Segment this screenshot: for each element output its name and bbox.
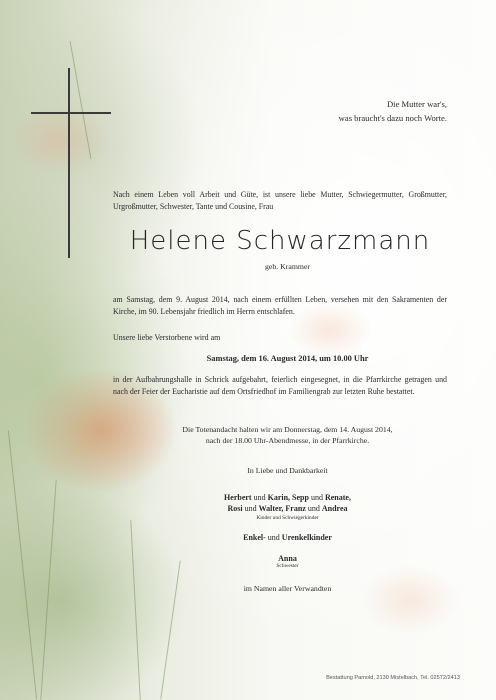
child-name: Herbert	[224, 493, 252, 502]
child-name: Rosi	[227, 504, 243, 513]
sister-caption: Schwester	[276, 563, 299, 569]
quote-line-2: was braucht's dazu noch Worte.	[338, 113, 447, 123]
laid-out-intro: Unsere liebe Verstorbene wird am	[113, 333, 221, 342]
children-line-2	[120, 503, 455, 514]
funeral-home-footer: Bestattung Pamold, 2130 Mistelbach, Tel. 02572/2413	[326, 675, 460, 681]
quote-line-1: Die Mutter war's,	[386, 99, 447, 109]
child-name: Sepp	[292, 493, 309, 502]
vigil-line-1: Die Totenandacht halten wir am Donnerstag, dem 14. August 2014,	[182, 425, 393, 434]
intro-text: Nach einem Leben voll Arbeit und Güte, ist unsere liebe Mutter, Schwiegermutter, Großmutter, Urgroßmutter, Schwester, Tante und Cousine, Frau	[113, 190, 447, 211]
deceased-name: Helene Schwarzmann	[129, 226, 431, 256]
child-name: Renate,	[324, 493, 351, 502]
child-name: Walter,	[258, 504, 284, 513]
background-grass-stem	[40, 480, 56, 700]
grandchildren-line	[120, 532, 455, 543]
maiden-name: geb. Krammer	[264, 262, 311, 271]
funeral-text: in der Aufbahrungshalle in Schrick aufgebahrt, feierlich eingesegnet, in die Pfarrkirche getragen und nach der Feier der Eucharistie auf dem Ortsfriedhof im Familiengrab zur letzten Ruhe bestattet.	[113, 375, 447, 396]
background-grass-stem	[70, 41, 92, 159]
death-text: am Samstag, dem 9. August 2014, nach einem erfüllten Leben, versehen mit den Sakramenten der Kirche, im 90. Lebensjahr friedlich im Herrn entschlafen.	[113, 295, 447, 316]
children-line-1	[120, 492, 455, 503]
children-caption: Kinder und Schwiegerkinder	[256, 515, 319, 521]
child-name: Karin,	[267, 493, 291, 502]
conjunction: und	[310, 493, 323, 502]
funeral-date	[120, 353, 455, 364]
vigil-text	[120, 424, 455, 446]
background-grass-stem	[8, 431, 37, 700]
background-grass-stem	[160, 561, 180, 700]
conjunction: und	[253, 493, 266, 502]
grandchildren-label: Urenkelkinder	[281, 533, 332, 542]
cross-icon-vertical	[68, 68, 70, 258]
grandchildren-label: Enkel-	[243, 533, 266, 542]
background-grass-stem	[130, 520, 140, 700]
sister-name: Anna	[278, 554, 297, 563]
funeral-date-text: Samstag, dem 16. August 2014, um 10.00 Uhr	[206, 354, 369, 363]
child-name: Franz	[285, 504, 306, 513]
conjunction: und	[244, 504, 257, 513]
conjunction: und	[267, 533, 280, 542]
child-name: Andrea	[321, 504, 348, 513]
quote	[280, 97, 447, 125]
cross-icon-horizontal	[31, 112, 111, 114]
mourners-heading: In Liebe und Dankbarkeit	[247, 466, 328, 475]
vigil-line-2: nach der 18.00 Uhr-Abendmesse, in der Pfarrkirche.	[205, 436, 370, 445]
conjunction: und	[307, 504, 320, 513]
relatives-line: im Namen aller Verwandten	[243, 584, 332, 593]
